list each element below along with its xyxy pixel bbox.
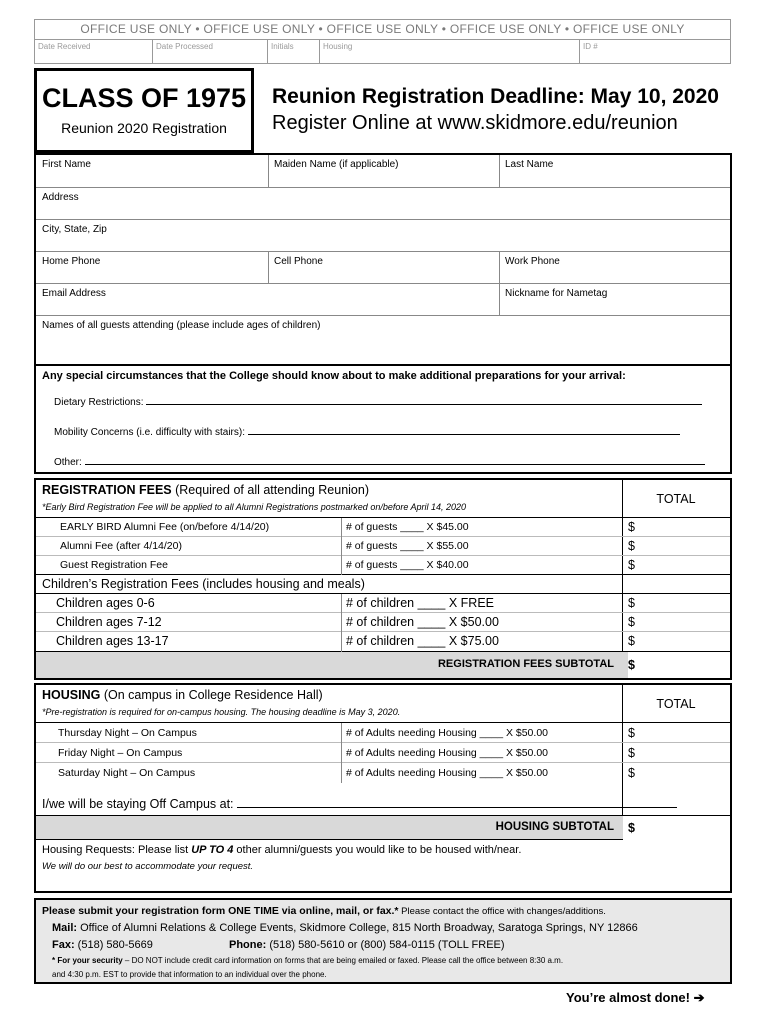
office-field-date-received[interactable]: Date Received	[35, 39, 153, 64]
dietary-restrictions-line[interactable]	[54, 395, 702, 408]
children-label: Children ages 13-17	[56, 634, 169, 648]
contact-form	[34, 153, 732, 474]
fees-header-row	[36, 480, 730, 518]
early-bird-note: *Early Bird Registration Fee will be applied to all Alumni Registrations postmarked on/before April 14, 2020	[42, 502, 467, 512]
fee-qty-input[interactable]: # of guests ____ X $45.00	[346, 521, 469, 533]
children-row	[36, 613, 730, 632]
children-label: Children ages 7-12	[56, 615, 162, 629]
fee-label: Alumni Fee (after 4/14/20)	[60, 540, 182, 552]
housing-header-row	[36, 685, 730, 723]
children-qty-input[interactable]: # of children ____ X FREE	[346, 596, 494, 610]
fee-row	[36, 556, 730, 575]
fee-total-input[interactable]: $	[628, 558, 635, 572]
city-state-zip-field[interactable]: City, State, Zip	[42, 224, 107, 235]
housing-label: Thursday Night – On Campus	[58, 727, 197, 739]
off-campus-line[interactable]	[42, 796, 677, 811]
housing-total-input[interactable]: $	[628, 746, 635, 760]
mobility-concerns-line[interactable]	[54, 425, 680, 438]
almost-done	[566, 990, 705, 1006]
off-campus-label: I/we will be staying Off Campus at:	[42, 797, 234, 811]
fee-label: EARLY BIRD Alumni Fee (on/before 4/14/20)	[60, 521, 270, 533]
fees-subtotal-label: REGISTRATION FEES SUBTOTAL	[437, 658, 614, 670]
email-row	[36, 284, 730, 316]
fee-row	[36, 518, 730, 537]
fee-qty-input[interactable]: # of guests ____ X $40.00	[346, 559, 469, 571]
housing-total-header: TOTAL	[656, 697, 696, 711]
almost-done-text: You’re almost done!	[566, 990, 690, 1005]
housing-qty-input[interactable]: # of Adults needing Housing ____ X $50.00	[346, 727, 548, 739]
cell-phone-field[interactable]: Cell Phone	[274, 256, 323, 267]
housing-requests-note: We will do our best to accommodate your request.	[42, 861, 254, 872]
office-field-id[interactable]: ID #	[580, 39, 730, 64]
housing-label: Friday Night – On Campus	[58, 747, 183, 759]
arrow-right-icon: ➔	[693, 990, 705, 1005]
housing-label: Saturday Night – On Campus	[58, 767, 196, 779]
fee-total-input[interactable]: $	[628, 520, 635, 534]
office-field-housing[interactable]: Housing	[320, 39, 580, 64]
children-total-input[interactable]: $	[628, 634, 635, 648]
registration-deadline: Reunion Registration Deadline: May 10, 2020	[272, 85, 719, 108]
housing-total-input[interactable]: $	[628, 766, 635, 780]
other-line[interactable]	[54, 455, 705, 468]
office-use-title: OFFICE USE ONLY • OFFICE USE ONLY • OFFICE USE ONLY • OFFICE USE ONLY • OFFICE USE ONLY	[80, 22, 685, 36]
first-name-field[interactable]: First Name	[42, 159, 91, 170]
fees-subtotal-row	[36, 652, 730, 678]
children-label: Children ages 0-6	[56, 596, 155, 610]
housing-title: HOUSING (On campus in College Residence Hall)	[42, 688, 323, 702]
fax-line: Fax: (518) 580-5669	[52, 939, 153, 951]
guests-row	[36, 316, 730, 366]
work-phone-field[interactable]: Work Phone	[505, 256, 560, 267]
children-total-input[interactable]: $	[628, 615, 635, 629]
housing-note: *Pre-registration is required for on-campus housing. The housing deadline is May 3, 2020.	[42, 707, 401, 717]
mail-line: Mail: Office of Alumni Relations & College Events, Skidmore College, 815 North Broadway, Saratoga Springs, NY 12866	[52, 922, 638, 934]
security-line: * For your security – DO NOT include credit card information on forms that are being emailed or faxed. Please call the office between 8:30 a.m.	[52, 956, 564, 965]
class-subtitle: Reunion 2020 Registration	[61, 120, 227, 136]
off-campus-row	[36, 783, 730, 816]
guests-field[interactable]: Names of all guests attending (please include ages of children)	[42, 320, 321, 331]
housing-subtotal-input[interactable]: $	[623, 816, 730, 840]
children-qty-input[interactable]: # of children ____ X $75.00	[346, 634, 499, 648]
office-field-initials[interactable]: Initials	[268, 39, 320, 64]
fee-label: Guest Registration Fee	[60, 559, 168, 571]
nickname-field[interactable]: Nickname for Nametag	[505, 288, 608, 299]
housing-requests[interactable]: Housing Requests: Please list UP TO 4 other alumni/guests you would like to be housed with/near.	[42, 844, 522, 856]
city-row	[36, 220, 730, 252]
phone-row	[36, 252, 730, 284]
office-field-date-processed[interactable]: Date Processed	[153, 39, 268, 64]
mobility-concerns-label: Mobility Concerns (i.e. difficulty with stairs):	[54, 427, 245, 438]
submit-instructions	[34, 898, 732, 984]
name-row	[36, 155, 730, 188]
children-total-input[interactable]: $	[628, 596, 635, 610]
children-fees-title: Children’s Registration Fees (includes housing and meals)	[42, 577, 365, 591]
housing-row	[36, 723, 730, 743]
phone-line: Phone: (518) 580-5610 or (800) 584-0115 (TOLL FREE)	[229, 939, 505, 951]
class-box	[34, 68, 254, 153]
security-line-2: and 4:30 p.m. EST to provide that information to an individual over the phone.	[52, 970, 327, 979]
email-field[interactable]: Email Address	[42, 288, 106, 299]
fees-total-header: TOTAL	[656, 492, 696, 506]
children-fees-title-row	[36, 575, 730, 594]
maiden-name-field[interactable]: Maiden Name (if applicable)	[274, 159, 399, 170]
children-row	[36, 632, 730, 652]
fee-row	[36, 537, 730, 556]
last-name-field[interactable]: Last Name	[505, 159, 554, 170]
housing-section	[34, 683, 732, 893]
fee-qty-input[interactable]: # of guests ____ X $55.00	[346, 540, 469, 552]
children-qty-input[interactable]: # of children ____ X $50.00	[346, 615, 499, 629]
housing-subtotal-label: HOUSING SUBTOTAL	[495, 821, 614, 833]
office-use-bar	[34, 19, 731, 64]
registration-fees-section	[34, 478, 732, 680]
home-phone-field[interactable]: Home Phone	[42, 256, 101, 267]
housing-qty-input[interactable]: # of Adults needing Housing ____ X $50.00	[346, 747, 548, 759]
housing-subtotal-row	[36, 816, 730, 840]
fees-title: REGISTRATION FEES (Required of all attending Reunion)	[42, 483, 369, 497]
other-label: Other:	[54, 457, 82, 468]
dietary-restrictions-label: Dietary Restrictions:	[54, 397, 144, 408]
housing-qty-input[interactable]: # of Adults needing Housing ____ X $50.00	[346, 767, 548, 779]
housing-row	[36, 743, 730, 763]
submit-line: Please submit your registration form ONE TIME via online, mail, or fax.* Please contact the office with changes/additions.	[42, 905, 606, 917]
class-title: CLASS OF 1975	[41, 83, 247, 113]
special-circumstances-title: Any special circumstances that the College should know about to make additional preparations for your arrival:	[42, 370, 626, 382]
housing-row	[36, 763, 730, 783]
housing-total-input[interactable]: $	[628, 726, 635, 740]
children-row	[36, 594, 730, 613]
register-online: Register Online at www.skidmore.edu/reunion	[272, 112, 678, 134]
address-field[interactable]: Address	[42, 192, 79, 203]
fee-total-input[interactable]: $	[628, 539, 635, 553]
fees-subtotal-input[interactable]: $	[628, 652, 730, 678]
address-row	[36, 188, 730, 220]
